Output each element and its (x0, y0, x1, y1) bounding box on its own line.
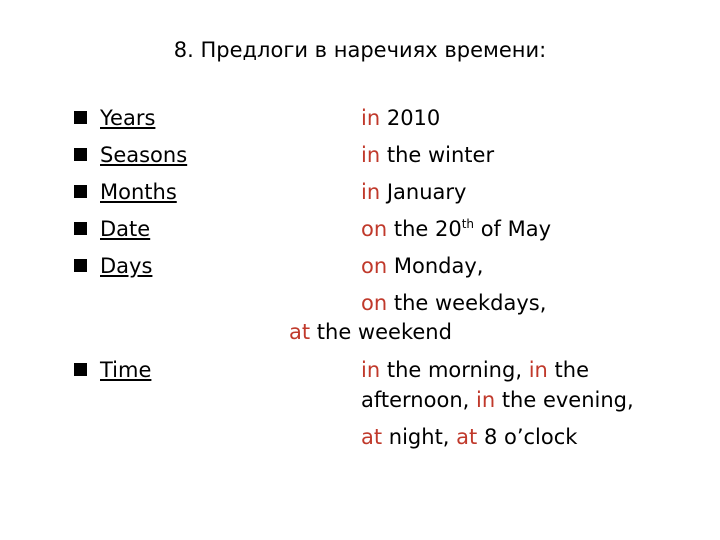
preposition: at (361, 425, 383, 449)
preposition: in (361, 106, 381, 130)
example-years (361, 105, 440, 131)
example-date (361, 216, 551, 242)
preposition: at (456, 425, 478, 449)
example-text: the weekend (310, 320, 452, 344)
example-text: the winter (380, 143, 495, 167)
bullet-label: Months (100, 180, 177, 204)
example-text: of May (474, 217, 552, 241)
example-time-2 (361, 387, 634, 413)
ordinal-suffix: th (461, 217, 475, 231)
example-text: the morning, (380, 358, 529, 382)
example-text: night, (382, 425, 457, 449)
example-days-3 (289, 319, 452, 345)
preposition: on (361, 291, 388, 315)
bullet-label: Days (100, 254, 153, 278)
example-text: the (547, 358, 589, 382)
preposition: in (361, 143, 381, 167)
example-seasons (361, 142, 494, 168)
bullet-item-date (74, 216, 150, 242)
example-text: 8 o’clock (477, 425, 578, 449)
bullet-item-years (74, 105, 155, 131)
preposition: in (528, 358, 548, 382)
bullet-item-time (74, 357, 151, 383)
preposition: at (289, 320, 311, 344)
example-text: the weekdays, (387, 291, 547, 315)
example-text: 2010 (380, 106, 441, 130)
square-bullet-icon (74, 363, 87, 376)
bullet-label: Time (100, 358, 152, 382)
preposition: in (475, 388, 496, 412)
example-text: afternoon, (361, 388, 476, 412)
slide-title: 8. Предлоги в наречиях времени: (173, 38, 547, 62)
preposition: in (361, 358, 381, 382)
square-bullet-icon (74, 148, 87, 161)
example-text: the 20 (387, 217, 462, 241)
example-text: the evening, (495, 388, 634, 412)
bullet-item-months (74, 179, 177, 205)
square-bullet-icon (74, 259, 87, 272)
example-time-1 (361, 357, 589, 383)
example-time-3 (361, 424, 577, 450)
example-text: Monday, (387, 254, 484, 278)
bullet-label: Date (100, 217, 151, 241)
example-months (361, 179, 466, 205)
bullet-label: Years (100, 106, 156, 130)
preposition: on (361, 217, 388, 241)
preposition: on (361, 254, 388, 278)
square-bullet-icon (74, 222, 87, 235)
square-bullet-icon (74, 185, 87, 198)
example-text: January (380, 180, 467, 204)
example-days-1 (361, 253, 483, 279)
bullet-item-seasons (74, 142, 187, 168)
preposition: in (361, 180, 381, 204)
bullet-label: Seasons (100, 143, 188, 167)
example-days-2 (361, 290, 546, 316)
square-bullet-icon (74, 111, 87, 124)
bullet-item-days (74, 253, 152, 279)
